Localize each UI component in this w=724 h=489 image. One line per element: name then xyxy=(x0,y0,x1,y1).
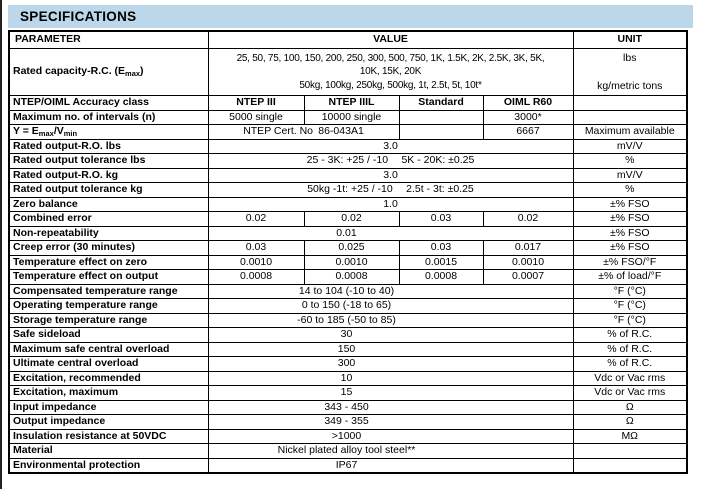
table-row xyxy=(9,110,687,125)
value-cell: 150 xyxy=(208,342,573,357)
value-cell xyxy=(399,125,483,140)
parameter-cell: Zero balance xyxy=(9,197,208,212)
unit-cell xyxy=(573,96,687,111)
page-title: SPECIFICATIONS xyxy=(20,9,137,24)
parameter-cell: Rated output-R.O. kg xyxy=(9,168,208,183)
value-cell: IP67 xyxy=(208,458,573,473)
parameter-cell: Safe sideload xyxy=(9,328,208,343)
value-cell: NTEP Cert. No 86-043A1 xyxy=(208,125,399,140)
value-cell: 0.0008 xyxy=(399,270,483,285)
table-row xyxy=(9,168,687,183)
column-header-value: VALUE xyxy=(208,31,573,49)
unit-cell: mV/V xyxy=(573,168,687,183)
table-row xyxy=(9,313,687,328)
parameter-cell: NTEP/OIML Accuracy class xyxy=(9,96,208,111)
parameter-subscript: max xyxy=(38,129,54,139)
table-row xyxy=(9,183,687,198)
parameter-cell: Temperature effect on zero xyxy=(9,255,208,270)
value-cell: 50kg -1t: +25 / -10 2.5t - 3t: ±0.25 xyxy=(208,183,573,198)
value-line: 10K, 15K, 20K xyxy=(359,66,422,78)
unit-cell: Vdc or Vac rms xyxy=(573,371,687,386)
unit-cell xyxy=(573,49,687,96)
table-row xyxy=(9,328,687,343)
table-row xyxy=(9,255,687,270)
value-cell: 3000* xyxy=(483,110,573,125)
unit-cell: MΩ xyxy=(573,429,687,444)
value-cell xyxy=(399,110,483,125)
unit-line: kg/metric tons xyxy=(597,80,663,93)
parameter-cell: Insulation resistance at 50VDC xyxy=(9,429,208,444)
unit-cell xyxy=(573,444,687,459)
table-row xyxy=(9,96,687,111)
value-cell: 6667 xyxy=(483,125,573,140)
parameter-cell xyxy=(9,49,208,96)
unit-line: lbs xyxy=(623,51,637,64)
value-cell: 0.02 xyxy=(483,212,573,227)
parameter-cell: Excitation, maximum xyxy=(9,386,208,401)
parameter-cell: Maximum safe central overload xyxy=(9,342,208,357)
parameter-cell: Input impedance xyxy=(9,400,208,415)
parameter-cell: Rated output-R.O. lbs xyxy=(9,139,208,154)
value-cell: 15 xyxy=(208,386,573,401)
unit-line xyxy=(577,65,684,79)
unit-cell xyxy=(573,458,687,473)
parameter-subscript: max xyxy=(125,69,141,79)
unit-cell: % xyxy=(573,183,687,198)
unit-cell: % of R.C. xyxy=(573,357,687,372)
parameter-text: /V xyxy=(53,125,64,138)
value-cell: NTEP IIIL xyxy=(304,96,399,111)
unit-cell: ±% FSO xyxy=(573,212,687,227)
value-cell: 300 xyxy=(208,357,573,372)
value-cell: 30 xyxy=(208,328,573,343)
value-cell: 0.03 xyxy=(208,241,304,256)
table-row xyxy=(9,49,687,96)
table-row xyxy=(9,284,687,299)
value-cell: 343 - 450 xyxy=(208,400,573,415)
table-row xyxy=(9,444,687,459)
value-cell: 3.0 xyxy=(208,139,573,154)
value-cell: 0.017 xyxy=(483,241,573,256)
parameter-cell: Combined error xyxy=(9,212,208,227)
parameter-cell: Storage temperature range xyxy=(9,313,208,328)
parameter-cell: Compensated temperature range xyxy=(9,284,208,299)
unit-cell: % xyxy=(573,154,687,169)
value-cell: 349 - 355 xyxy=(208,415,573,430)
unit-cell: Vdc or Vac rms xyxy=(573,386,687,401)
value-cell: Nickel plated alloy tool steel** xyxy=(208,444,573,459)
column-header-unit: UNIT xyxy=(573,31,687,49)
unit-cell: % of R.C. xyxy=(573,342,687,357)
unit-cell: mV/V xyxy=(573,139,687,154)
table-row xyxy=(9,226,687,241)
value-cell: 10 xyxy=(208,371,573,386)
value-cell: 0.0010 xyxy=(483,255,573,270)
value-cell: Standard xyxy=(399,96,483,111)
parameter-cell: Rated output tolerance kg xyxy=(9,183,208,198)
table-header-row xyxy=(9,31,687,49)
value-cell: 0.0010 xyxy=(304,255,399,270)
table-row xyxy=(9,241,687,256)
value-cell xyxy=(208,49,573,96)
table-row xyxy=(9,197,687,212)
table-row xyxy=(9,139,687,154)
value-cell: 0.02 xyxy=(208,212,304,227)
unit-cell: °F (°C) xyxy=(573,313,687,328)
value-cell: 25 - 3K: +25 / -10 5K - 20K: ±0.25 xyxy=(208,154,573,169)
value-cell: 0.0008 xyxy=(304,270,399,285)
parameter-cell: Maximum no. of intervals (n) xyxy=(9,110,208,125)
parameter-cell: Ultimate central overload xyxy=(9,357,208,372)
parameter-cell: Material xyxy=(9,444,208,459)
parameter-cell: Temperature effect on output xyxy=(9,270,208,285)
unit-cell: Maximum available xyxy=(573,125,687,140)
parameter-subscript: min xyxy=(63,129,78,139)
unit-cell: °F (°C) xyxy=(573,284,687,299)
value-cell: 10000 single xyxy=(304,110,399,125)
table-row xyxy=(9,270,687,285)
table-row xyxy=(9,212,687,227)
unit-cell: ±% FSO xyxy=(573,197,687,212)
table-row xyxy=(9,125,687,140)
value-cell: 1.0 xyxy=(208,197,573,212)
unit-cell: ±% FSO xyxy=(573,226,687,241)
parameter-cell: Operating temperature range xyxy=(9,299,208,314)
unit-cell: °F (°C) xyxy=(573,299,687,314)
unit-cell: ±% FSO xyxy=(573,241,687,256)
parameter-cell: Excitation, recommended xyxy=(9,371,208,386)
parameter-cell: Creep error (30 minutes) xyxy=(9,241,208,256)
value-cell: NTEP III xyxy=(208,96,304,111)
value-cell: 3.0 xyxy=(208,168,573,183)
value-cell: 14 to 104 (-10 to 40) xyxy=(208,284,573,299)
value-cell: 0.02 xyxy=(304,212,399,227)
parameter-cell: Output impedance xyxy=(9,415,208,430)
specifications-table xyxy=(8,30,688,474)
table-row xyxy=(9,415,687,430)
value-cell: 0.025 xyxy=(304,241,399,256)
value-cell: 0.0010 xyxy=(208,255,304,270)
value-cell: 0.03 xyxy=(399,212,483,227)
parameter-cell: Rated output tolerance lbs xyxy=(9,154,208,169)
parameter-text: Y = E xyxy=(13,125,39,138)
table-row xyxy=(9,458,687,473)
table-row xyxy=(9,342,687,357)
unit-cell: ±% of load/°F xyxy=(573,270,687,285)
value-cell: -60 to 185 (-50 to 85) xyxy=(208,313,573,328)
table-body xyxy=(9,49,687,474)
unit-cell xyxy=(573,110,687,125)
table-row xyxy=(9,371,687,386)
parameter-cell: Environmental protection xyxy=(9,458,208,473)
value-cell: 0.01 xyxy=(208,226,573,241)
value-line: 50kg, 100kg, 250kg, 500kg, 1t, 2.5t, 5t, 10t* xyxy=(299,79,482,91)
value-cell: 0.03 xyxy=(399,241,483,256)
table-row xyxy=(9,357,687,372)
value-cell: 0.0015 xyxy=(399,255,483,270)
table-row xyxy=(9,299,687,314)
value-cell: 0.0008 xyxy=(208,270,304,285)
value-cell: >1000 xyxy=(208,429,573,444)
value-cell: OIML R60 xyxy=(483,96,573,111)
value-cell: 0 to 150 (-18 to 65) xyxy=(208,299,573,314)
parameter-text: Rated capacity-R.C. (E xyxy=(13,65,126,78)
parameter-cell: Non-repeatability xyxy=(9,226,208,241)
table-row xyxy=(9,154,687,169)
column-header-parameter: PARAMETER xyxy=(9,31,208,49)
section-title-bar xyxy=(8,5,693,28)
value-line: 25, 50, 75, 100, 150, 200, 250, 300, 500, 750, 1K, 1.5K, 2K, 2.5K, 3K, 5K, xyxy=(236,52,545,64)
value-cell: 5000 single xyxy=(208,110,304,125)
unit-cell: Ω xyxy=(573,400,687,415)
unit-cell: Ω xyxy=(573,415,687,430)
table-row xyxy=(9,429,687,444)
unit-cell: ±% FSO/°F xyxy=(573,255,687,270)
table-row xyxy=(9,400,687,415)
value-cell: 0.0007 xyxy=(483,270,573,285)
table-row xyxy=(9,386,687,401)
parameter-cell xyxy=(9,125,208,140)
parameter-text: ) xyxy=(140,65,144,78)
unit-cell: % of R.C. xyxy=(573,328,687,343)
